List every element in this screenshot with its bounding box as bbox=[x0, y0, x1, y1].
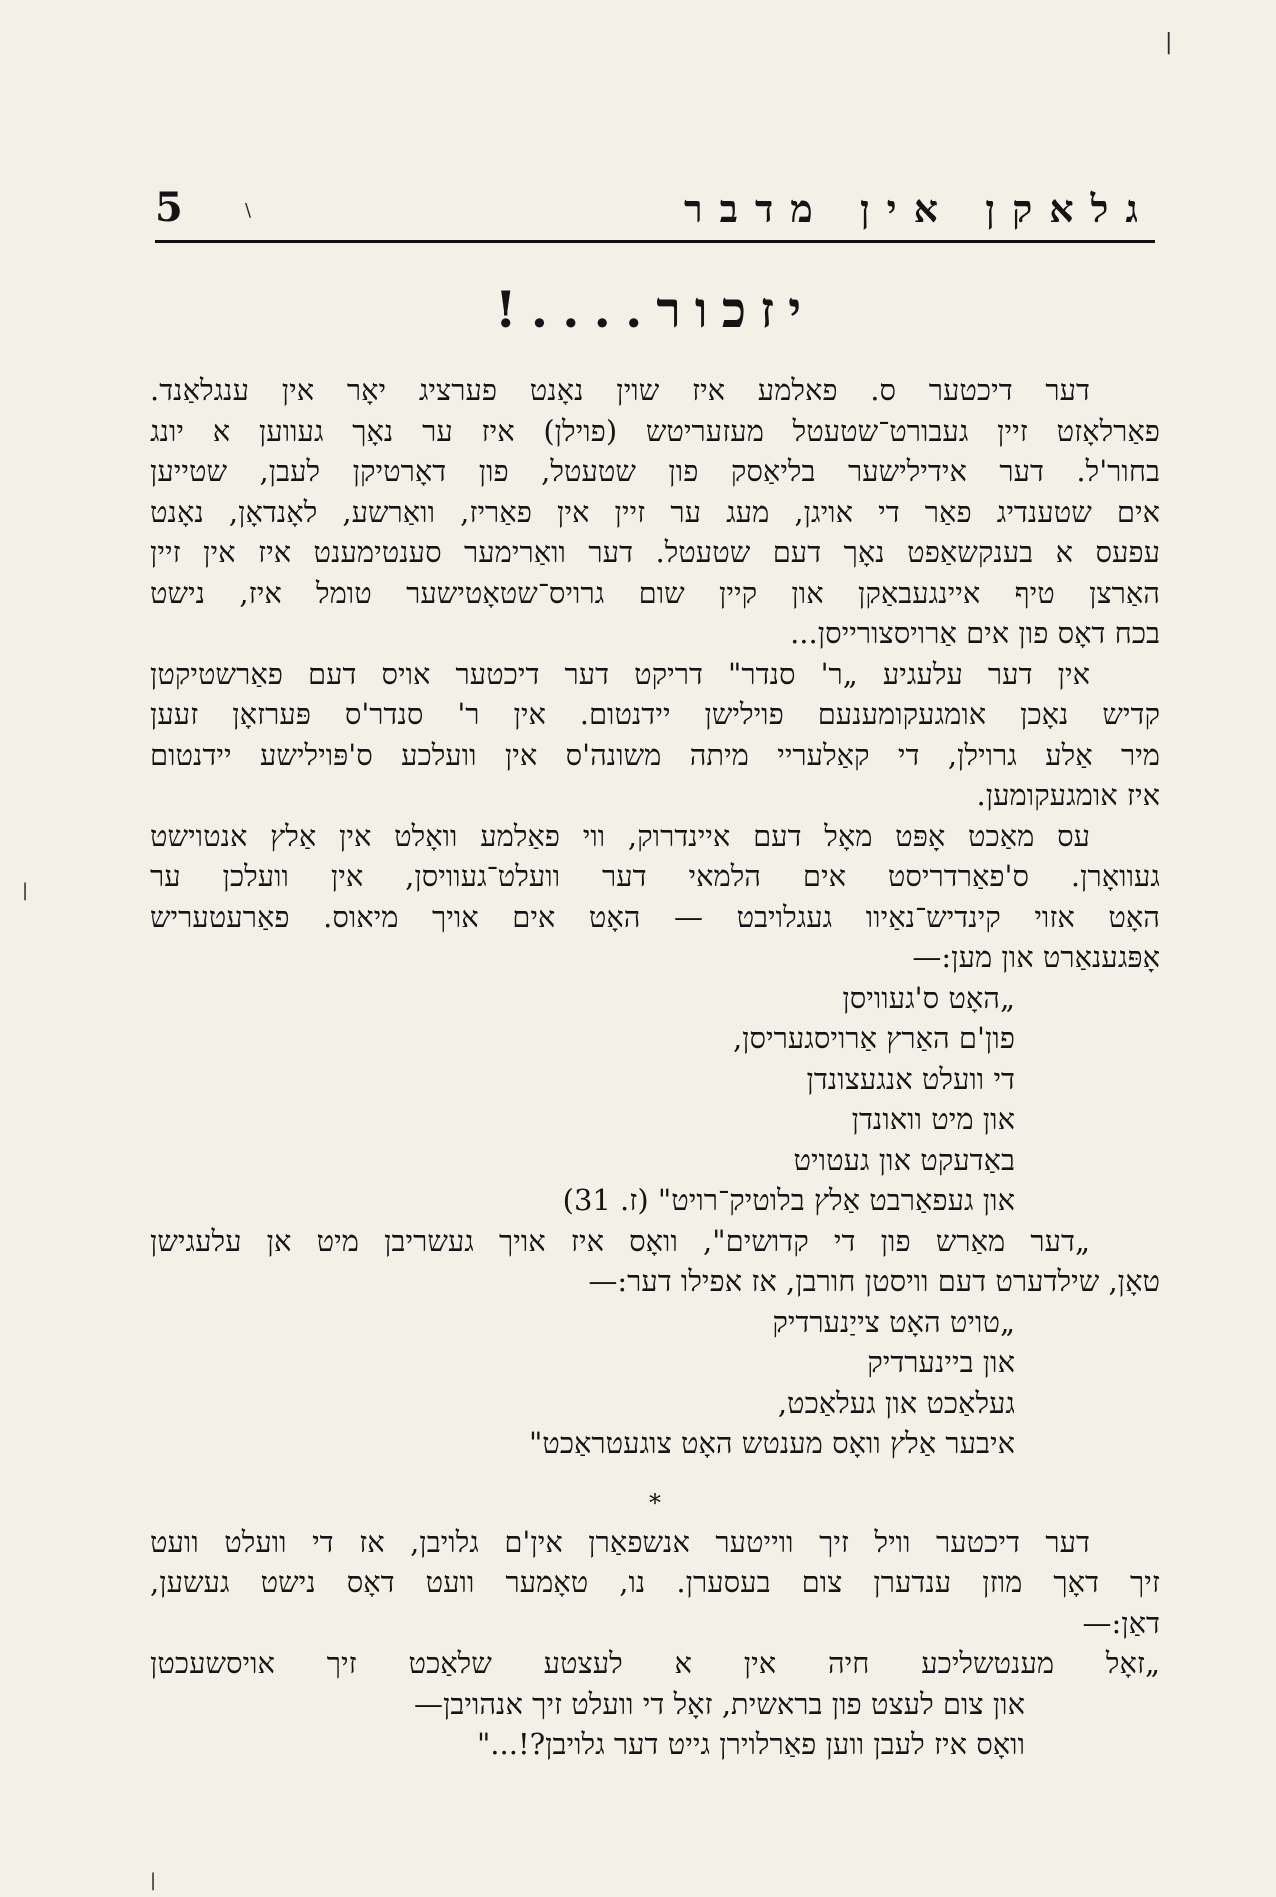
verse-line: און צום לעצט פון בראשית, זאָל די וועלט זיך אנהויבן— bbox=[413, 1686, 1025, 1721]
text-line: עס מאַכט אָפּט מאָל דעם איינדרוק, ווי פאַלמע וואָלט אין אַלץ אנטוישט bbox=[150, 818, 1090, 853]
running-title: גלאקן אין מדבר bbox=[683, 186, 1155, 231]
text-line: בכח דאָס פון אים אַרויסצורייסן... bbox=[790, 616, 1160, 650]
text-line: קדיש נאָכן אומגעקומענעם פוילישן יידנטום. אין ר' סנדר'ס פּערזאָן זעען bbox=[150, 697, 1160, 731]
verse-line: פון'ם האַרץ אַרויסגעריסן, bbox=[732, 1021, 1015, 1055]
text-line: אין דער עלעגיע „ר' סנדר" דריקט דער דיכטער אויס דעם פאַרשטיקטן bbox=[150, 656, 1090, 691]
page-header bbox=[155, 185, 1155, 237]
article-body bbox=[150, 370, 1160, 1765]
verse-line: די וועלט אנגעצונדן bbox=[806, 1061, 1015, 1096]
text-line: דער דיכטער ס. פאלמע איז שוין נאָנט פערציג יאָר אין ענגלאַנד. bbox=[150, 373, 1090, 407]
verse-line: באַדעקט און געטויט bbox=[793, 1142, 1015, 1177]
page-number: 5 bbox=[155, 184, 183, 231]
text-line: האַרצן טיף איינגעבאַקן און קיין שום גרויס־שטאָטישער טומל איז, נישט bbox=[150, 575, 1160, 610]
text-line: אָפּגענאַרט און מען:— bbox=[912, 940, 1160, 974]
text-line: „דער מאַרש פון די קדושים", וואָס איז אויך געשריבן מיט אן עלעגישן bbox=[150, 1223, 1090, 1258]
text-line: אים שטענדיג פאַר די אויגן, מעג ער זיין אין פאַריז, וואַרשע, לאָנדאָן, נאָנט bbox=[150, 494, 1160, 529]
scan-mark: \ bbox=[245, 200, 252, 221]
text-line: האָט אזוי קינדיש־נאַיוו געגלויבט — האָט אים אויך מיאוס. פאַרעטעריש bbox=[150, 899, 1160, 934]
scan-mark: | bbox=[22, 880, 29, 901]
verse-line: און געפאַרבט אַלץ בלוטיק־רויט" (ז. 31) bbox=[562, 1183, 1015, 1217]
text-line: געוואָרן. ס'פאַרדריסט אים הלמאי דער וועלט־געוויסן, אין וועלכן ער bbox=[150, 859, 1160, 893]
verse-line: „זאָל מענטשליכע חיה אין א לעצטע שלאַכט זיך אויסשעכטן bbox=[150, 1646, 1160, 1680]
text-line: זיך דאָך מוזן ענדערן צום בעסערן. נו, טאָמער וועט דאָס נישט געשען, bbox=[150, 1565, 1160, 1599]
text-line: מיר אַלע גרוילן, די קאַלעריי מיתה משונה'ס אין וועלכע ס'פּוילישע יידנטום bbox=[150, 737, 1160, 772]
verse-line: איבער אַלץ וואָס מענטש האָט צוגעטראַכט" bbox=[528, 1426, 1015, 1460]
text-line: טאָן, שילדערט דעם וויסטן חורבן, אז אפילו דער:— bbox=[588, 1264, 1160, 1298]
verse-line: געלאַכט און געלאַכט, bbox=[777, 1385, 1015, 1420]
section-separator: * bbox=[649, 1488, 661, 1517]
text-line: עפעס א בענקשאַפט נאָך דעם שטעטל. דער וואַרימער סענטימענט איז אין זיין bbox=[150, 535, 1160, 569]
text-line: בחור'ל. דער אידילישער בליאַסק פון שטעטל, פון דאָרטיקן לעבן, שטייען bbox=[150, 454, 1160, 488]
header-rule bbox=[155, 240, 1155, 243]
text-line: פאַרלאָזט זיין געבורט־שטעטל מעזעריטש (פוילן) איז ער נאָך געווען א יונג bbox=[150, 413, 1160, 448]
text-line: איז אומגעקומען. bbox=[976, 778, 1160, 812]
verse-line: וואָס איז לעבן ווען פאַרלוירן גייט דער גלויבן?!..." bbox=[476, 1727, 1025, 1761]
article-title: יזכור....! bbox=[494, 280, 816, 339]
scan-mark: | bbox=[1165, 30, 1173, 55]
scan-mark: | bbox=[150, 1870, 157, 1891]
verse-line: „האָט ס'געוויסן bbox=[842, 980, 1015, 1015]
verse-line: און ביינערדיק bbox=[867, 1345, 1015, 1379]
verse-line: און מיט וואונדן bbox=[851, 1102, 1015, 1136]
text-line: דער דיכטער וויל זיך ווייטער אנשפאַרן אין'ם גלויבן, אז די וועלט וועט bbox=[150, 1524, 1090, 1559]
verse-line: „טויט האָט צייַנערדיק bbox=[772, 1304, 1015, 1339]
text-line: דאַן:— bbox=[1082, 1605, 1160, 1640]
